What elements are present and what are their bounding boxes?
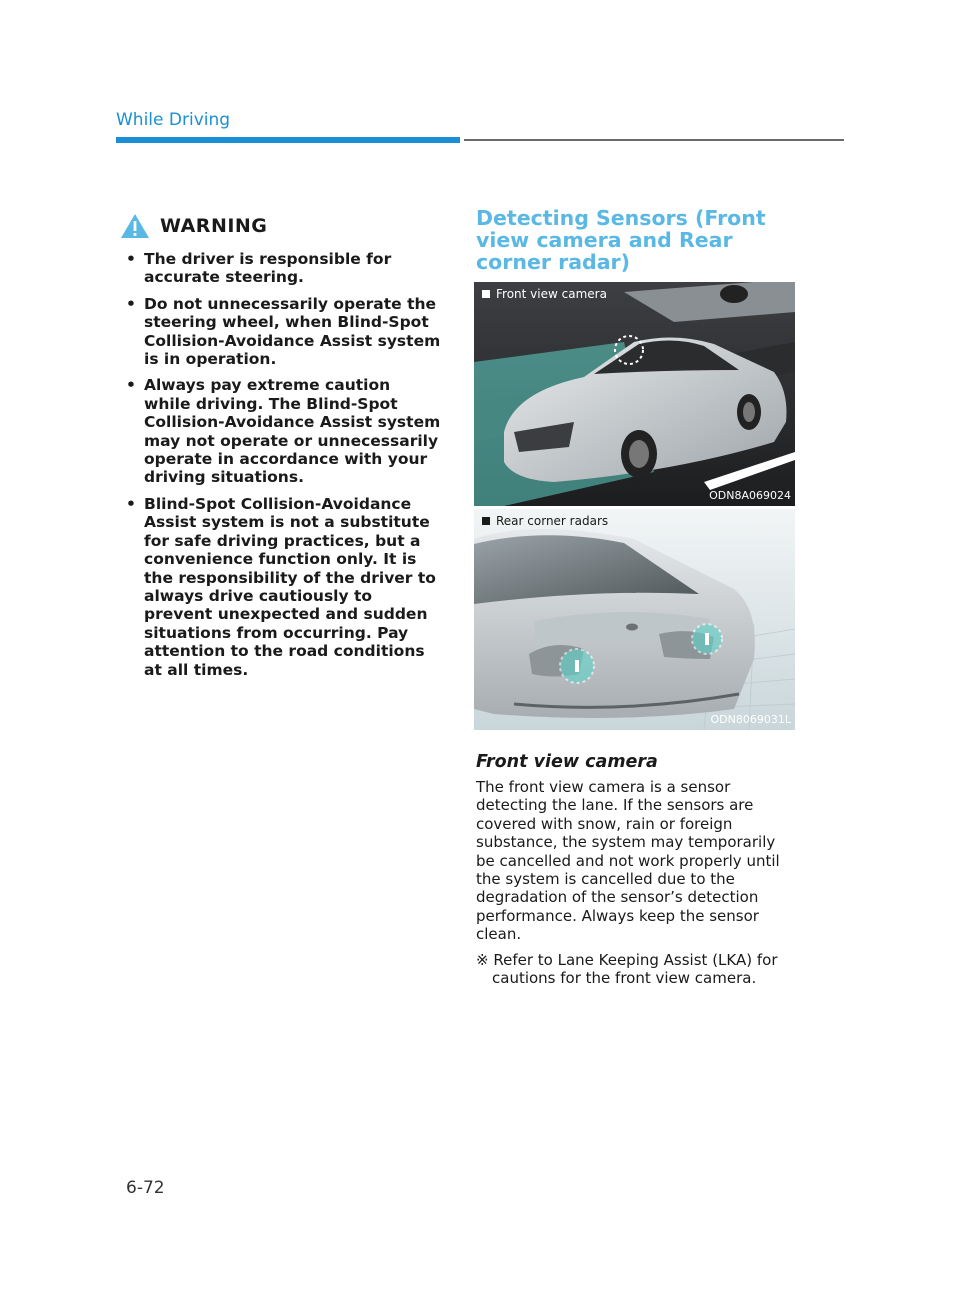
- front-camera-body: The front view camera is a sensor detecting the lane. If the sensors are covered with snow, rain or foreign substance, the system may temporarily be cancelled and not work properly until the system is cancelled due to the degradation of the sensor’s detection performance. Always keep the sensor clean.: [476, 778, 780, 944]
- front-camera-figure: [474, 282, 795, 506]
- figure-caption: [482, 514, 608, 528]
- header-rule: [464, 139, 844, 141]
- figure-caption-text: Front view camera: [496, 287, 607, 301]
- warning-list: [120, 250, 442, 679]
- warning-item: • The driver is responsible for accurate steering.: [120, 250, 442, 287]
- rear-radar-illustration: [474, 509, 795, 730]
- section-header: While Driving: [116, 110, 231, 130]
- warning-item: • Do not unnecessarily operate the steering wheel, when Blind-Spot Collision-Avoidance Assist system is in operation.: [120, 295, 442, 369]
- front-camera-note: ※ Refer to Lane Keeping Assist (LKA) for cautions for the front view camera.: [476, 951, 778, 988]
- figure-code: ODN8A069024: [709, 489, 791, 502]
- caption-marker-icon: [482, 290, 490, 298]
- header-accent-bar: [116, 137, 460, 143]
- warning-box: [120, 212, 442, 687]
- rear-radar-figure: [474, 509, 795, 730]
- warning-icon: [120, 213, 150, 239]
- warning-item: • Blind-Spot Collision-Avoidance Assist system is not a substitute for safe driving practices, but a convenience function only. It is the responsibility of the driver to always drive cautiously to prevent unexpected and sudden situations from occurring. Pay attention to the road conditions at all times.: [120, 495, 442, 679]
- warning-header: [120, 212, 442, 240]
- front-camera-illustration: [474, 282, 795, 506]
- figure-code: ODN8069031L: [710, 713, 791, 726]
- front-camera-heading: Front view camera: [476, 752, 658, 772]
- page-number: 6-72: [126, 1178, 165, 1198]
- figure-caption: [482, 287, 607, 301]
- warning-item: • Always pay extreme caution while driving. The Blind-Spot Collision-Avoidance Assist system may not operate or unnecessarily operate in accordance with your driving situations.: [120, 376, 442, 486]
- figure-caption-text: Rear corner radars: [496, 514, 609, 528]
- caption-marker-icon: [482, 517, 490, 525]
- warning-title: WARNING: [160, 215, 268, 237]
- section-title: Detecting Sensors (Front view camera and Rear corner radar): [476, 206, 766, 274]
